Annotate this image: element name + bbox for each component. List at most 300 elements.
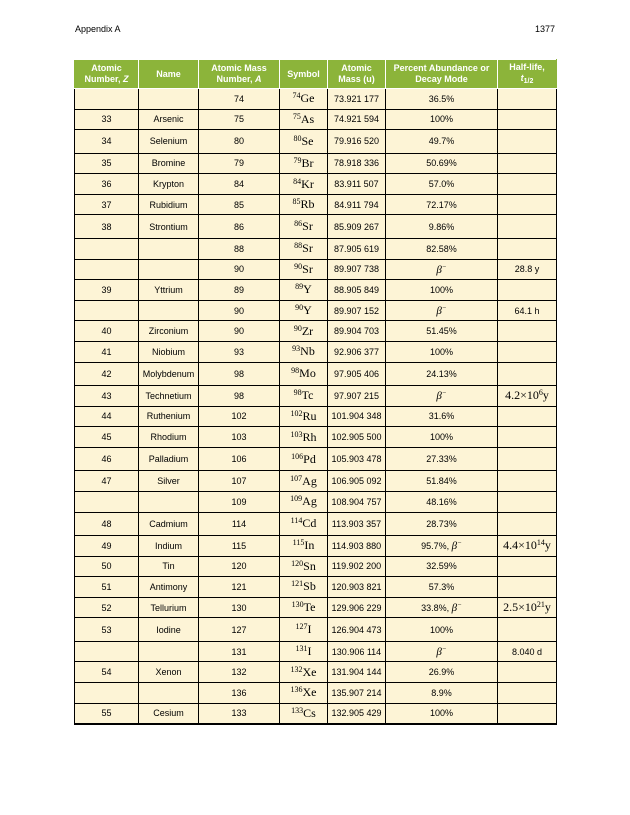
table-row xyxy=(75,512,557,536)
abundance-value: 100% xyxy=(429,114,454,125)
cell-atomic-number xyxy=(75,641,139,662)
cell-abundance xyxy=(386,447,498,471)
cell-name: Technetium xyxy=(139,386,199,407)
abundance-value: 100% xyxy=(429,624,454,635)
table-row xyxy=(75,341,557,362)
cell-mass-number: 86 xyxy=(199,215,280,239)
element-symbol: I xyxy=(307,622,312,637)
cell-abundance xyxy=(386,471,498,492)
cell-atomic-mass: 97.905 406 xyxy=(328,362,386,386)
isotope-symbol xyxy=(290,430,316,444)
table-row xyxy=(75,471,557,492)
cell-half-life xyxy=(498,597,557,618)
cell-mass-number: 102 xyxy=(199,406,280,427)
cell-atomic-number: 51 xyxy=(75,577,139,598)
cell-abundance xyxy=(386,215,498,239)
cell-atomic-number: 38 xyxy=(75,215,139,239)
abundance-value: 100% xyxy=(429,346,454,357)
cell-abundance xyxy=(386,362,498,386)
table-row xyxy=(75,556,557,577)
isotope-mass-number: 79 xyxy=(293,155,302,165)
table-row xyxy=(75,427,557,448)
cell-abundance xyxy=(386,109,498,130)
cell-mass-number: 90 xyxy=(199,300,280,321)
cell-symbol xyxy=(280,447,328,471)
cell-mass-number: 85 xyxy=(199,194,280,215)
element-symbol: Xe xyxy=(302,664,317,679)
element-symbol: Xe xyxy=(302,685,317,700)
times-sign: × xyxy=(520,388,527,403)
cell-half-life xyxy=(498,618,557,642)
cell-atomic-mass: 87.905 619 xyxy=(328,238,386,259)
cell-half-life xyxy=(498,662,557,683)
cell-half-life: 28.8 y xyxy=(498,259,557,280)
cell-atomic-number: 55 xyxy=(75,703,139,724)
cell-atomic-mass: 102.905 500 xyxy=(328,427,386,448)
cell-atomic-number: 49 xyxy=(75,536,139,557)
table-row xyxy=(75,109,557,130)
isotope-mass-number: 90 xyxy=(293,323,302,333)
beta-decay-mode: β xyxy=(451,540,458,553)
element-symbol: I xyxy=(307,644,312,659)
isotope-symbol xyxy=(294,156,314,170)
cell-half-life xyxy=(498,153,557,174)
isotope-symbol xyxy=(295,282,312,296)
cell-mass-number: 103 xyxy=(199,427,280,448)
element-symbol: Y xyxy=(303,303,312,318)
abundance-value: 72.17% xyxy=(426,199,457,210)
table-header-row xyxy=(75,60,557,89)
cell-abundance xyxy=(386,321,498,342)
cell-half-life xyxy=(498,238,557,259)
element-symbol: In xyxy=(304,538,315,553)
table-row xyxy=(75,597,557,618)
table-row xyxy=(75,215,557,239)
cell-symbol xyxy=(280,703,328,724)
table-row xyxy=(75,447,557,471)
cell-symbol xyxy=(280,130,328,154)
cell-abundance xyxy=(386,194,498,215)
cell-atomic-mass: 129.906 229 xyxy=(328,597,386,618)
cell-name: Molybdenum xyxy=(139,362,199,386)
cell-symbol xyxy=(280,259,328,280)
isotope-mass-number: 121 xyxy=(291,579,304,589)
beta-decay-mode: β xyxy=(451,602,458,615)
cell-mass-number: 121 xyxy=(199,577,280,598)
cell-mass-number: 84 xyxy=(199,174,280,195)
isotope-symbol xyxy=(294,388,314,402)
isotope-symbol xyxy=(291,579,316,593)
cell-atomic-number: 46 xyxy=(75,447,139,471)
cell-half-life xyxy=(498,556,557,577)
cell-symbol xyxy=(280,153,328,174)
element-symbol: Te xyxy=(303,600,316,615)
isotope-mass-number: 93 xyxy=(292,344,301,354)
cell-atomic-number: 44 xyxy=(75,406,139,427)
cell-atomic-number: 33 xyxy=(75,109,139,130)
isotope-mass-number: 106 xyxy=(291,451,304,461)
cell-mass-number: 79 xyxy=(199,153,280,174)
cell-atomic-mass: 108.904 757 xyxy=(328,491,386,512)
isotope-mass-number: 80 xyxy=(293,133,302,143)
cell-atomic-number: 54 xyxy=(75,662,139,683)
element-symbol: As xyxy=(300,111,315,126)
cell-abundance xyxy=(386,597,498,618)
base-ten: 10 xyxy=(524,538,537,553)
table-row xyxy=(75,683,557,704)
cell-symbol xyxy=(280,406,328,427)
isotope-symbol xyxy=(291,706,316,720)
cell-abundance xyxy=(386,238,498,259)
isotope-mass-number: 109 xyxy=(290,494,303,504)
abundance-value: 95.7%, xyxy=(421,541,450,552)
isotope-symbol xyxy=(291,366,316,380)
table-row xyxy=(75,641,557,662)
cell-mass-number: 98 xyxy=(199,362,280,386)
abundance-value: 49.7% xyxy=(428,136,455,147)
table-row xyxy=(75,577,557,598)
cell-symbol xyxy=(280,215,328,239)
cell-half-life xyxy=(498,174,557,195)
abundance-value: 57.0% xyxy=(428,179,455,190)
cell-atomic-number: 48 xyxy=(75,512,139,536)
cell-half-life xyxy=(498,341,557,362)
cell-mass-number: 80 xyxy=(199,130,280,154)
cell-atomic-mass: 106.905 092 xyxy=(328,471,386,492)
cell-name xyxy=(139,641,199,662)
element-symbol: Sb xyxy=(303,579,316,594)
isotope-mass-number: 127 xyxy=(295,622,308,632)
isotope-mass-number: 84 xyxy=(293,176,302,186)
isotope-mass-number: 114 xyxy=(290,516,303,526)
cell-abundance xyxy=(386,491,498,512)
running-head-section: Appendix A xyxy=(75,24,121,34)
cell-half-life xyxy=(498,512,557,536)
cell-name: Bromine xyxy=(139,153,199,174)
column-header-abundance: Percent Abundance or Decay Mode xyxy=(386,60,498,89)
cell-mass-number: 90 xyxy=(199,259,280,280)
running-head xyxy=(75,24,555,38)
cell-abundance xyxy=(386,577,498,598)
beta-minus-sign: − xyxy=(457,539,462,548)
abundance-value: 8.9% xyxy=(431,687,452,698)
cell-half-life xyxy=(498,89,557,110)
cell-half-life xyxy=(498,447,557,471)
half-life-exponent: 21 xyxy=(536,600,545,610)
cell-atomic-number xyxy=(75,259,139,280)
isotope-mass-number: 130 xyxy=(291,600,304,610)
element-symbol: Mo xyxy=(299,366,316,381)
cell-abundance xyxy=(386,153,498,174)
cell-symbol xyxy=(280,89,328,110)
cell-name xyxy=(139,238,199,259)
base-ten: 10 xyxy=(524,600,537,615)
isotope-symbol xyxy=(293,538,315,552)
cell-abundance xyxy=(386,556,498,577)
cell-atomic-mass: 120.903 821 xyxy=(328,577,386,598)
cell-symbol xyxy=(280,238,328,259)
isotope-symbol xyxy=(293,91,315,105)
beta-decay-mode: β xyxy=(436,305,442,318)
element-symbol: Zr xyxy=(301,323,314,338)
cell-name: Palladium xyxy=(139,447,199,471)
cell-half-life xyxy=(498,577,557,598)
cell-half-life xyxy=(498,194,557,215)
cell-mass-number: 115 xyxy=(199,536,280,557)
cell-atomic-mass: 85.909 267 xyxy=(328,215,386,239)
element-symbol: Rh xyxy=(302,429,317,444)
cell-name: Arsenic xyxy=(139,109,199,130)
abundance-value: 50.69% xyxy=(426,158,457,169)
cell-half-life xyxy=(498,683,557,704)
cell-symbol xyxy=(280,683,328,704)
cell-atomic-mass: 74.921 594 xyxy=(328,109,386,130)
half-life-mantissa: 4.2 xyxy=(505,388,521,403)
cell-atomic-number: 36 xyxy=(75,174,139,195)
cell-symbol xyxy=(280,577,328,598)
cell-atomic-number: 45 xyxy=(75,427,139,448)
cell-atomic-number xyxy=(75,89,139,110)
cell-mass-number: 120 xyxy=(199,556,280,577)
cell-symbol xyxy=(280,280,328,301)
base-ten: 10 xyxy=(526,388,539,403)
cell-mass-number: 75 xyxy=(199,109,280,130)
cell-atomic-mass: 83.911 507 xyxy=(328,174,386,195)
element-symbol: Y xyxy=(303,282,312,297)
cell-name: Niobium xyxy=(139,341,199,362)
isotope-mass-number: 136 xyxy=(290,685,303,695)
isotope-symbol xyxy=(294,324,313,338)
cell-name: Cadmium xyxy=(139,512,199,536)
cell-half-life xyxy=(498,130,557,154)
isotope-mass-number: 75 xyxy=(292,111,301,121)
isotope-symbol xyxy=(292,600,316,614)
isotope-mass-number: 102 xyxy=(290,408,303,418)
cell-atomic-number: 52 xyxy=(75,597,139,618)
cell-symbol xyxy=(280,641,328,662)
page-number: 1377 xyxy=(534,24,555,34)
isotope-mass-number: 120 xyxy=(291,558,304,568)
cell-atomic-number: 35 xyxy=(75,153,139,174)
element-symbol: Br xyxy=(301,155,314,170)
abundance-value: 9.86% xyxy=(428,221,455,232)
cell-symbol xyxy=(280,512,328,536)
element-symbol: Sr xyxy=(302,219,313,234)
abundance-value: 82.58% xyxy=(426,243,457,254)
cell-half-life xyxy=(498,280,557,301)
cell-symbol xyxy=(280,321,328,342)
abundance-value: 36.5% xyxy=(428,93,455,104)
cell-abundance xyxy=(386,703,498,724)
cell-abundance xyxy=(386,386,498,407)
cell-atomic-number: 34 xyxy=(75,130,139,154)
cell-atomic-mass: 84.911 794 xyxy=(328,194,386,215)
isotope-symbol xyxy=(293,177,314,191)
times-sign: × xyxy=(518,538,525,553)
element-symbol: Tc xyxy=(301,388,314,403)
column-header-half-life: Half-life, $t_{1/2}$ xyxy=(498,60,557,89)
isotope-mass-number: 133 xyxy=(291,705,304,715)
cell-half-life xyxy=(498,427,557,448)
cell-atomic-number: 47 xyxy=(75,471,139,492)
cell-name xyxy=(139,89,199,110)
cell-atomic-number: 50 xyxy=(75,556,139,577)
half-life-exponent: 6 xyxy=(538,388,543,398)
cell-mass-number: 133 xyxy=(199,703,280,724)
cell-name: Yttrium xyxy=(139,280,199,301)
cell-atomic-number: 41 xyxy=(75,341,139,362)
table-row xyxy=(75,259,557,280)
cell-atomic-number xyxy=(75,238,139,259)
beta-minus-sign: − xyxy=(457,601,462,610)
element-symbol: Sn xyxy=(303,558,316,573)
times-sign: × xyxy=(518,600,525,615)
abundance-value: 28.73% xyxy=(426,518,457,529)
isotope-symbol xyxy=(291,665,317,679)
cell-symbol xyxy=(280,556,328,577)
abundance-value: 100% xyxy=(429,708,454,719)
column-header-mass-number: Atomic Mass Number, A xyxy=(199,60,280,89)
cell-atomic-mass: 113.903 357 xyxy=(328,512,386,536)
abundance-value: 27.33% xyxy=(426,454,457,465)
table-body xyxy=(75,89,557,725)
isotope-mass-number: 90 xyxy=(295,303,304,313)
cell-symbol xyxy=(280,109,328,130)
cell-abundance xyxy=(386,406,498,427)
half-life-exponent: 14 xyxy=(536,538,545,548)
table-row xyxy=(75,662,557,683)
cell-name xyxy=(139,683,199,704)
abundance-value: 100% xyxy=(429,284,454,295)
cell-mass-number: 109 xyxy=(199,491,280,512)
cell-symbol xyxy=(280,194,328,215)
cell-atomic-mass: 73.921 177 xyxy=(328,89,386,110)
cell-abundance xyxy=(386,512,498,536)
table-row xyxy=(75,194,557,215)
cell-abundance xyxy=(386,683,498,704)
cell-name: Rhodium xyxy=(139,427,199,448)
column-header-atomic-mass: Atomic Mass (u) xyxy=(328,60,386,89)
cell-symbol xyxy=(280,427,328,448)
element-symbol: Sr xyxy=(302,261,313,276)
column-header-atomic-number: Atomic Number, Z xyxy=(75,60,139,89)
table-row xyxy=(75,386,557,407)
table-row xyxy=(75,300,557,321)
element-symbol: Nb xyxy=(300,344,315,359)
element-symbol: Sr xyxy=(302,241,313,256)
cell-atomic-number: 53 xyxy=(75,618,139,642)
beta-decay-mode: β xyxy=(436,263,442,276)
cell-abundance xyxy=(386,300,498,321)
half-life-unit: y xyxy=(544,600,551,615)
cell-symbol xyxy=(280,536,328,557)
element-symbol: Cd xyxy=(302,516,317,531)
cell-half-life xyxy=(498,109,557,130)
cell-mass-number: 93 xyxy=(199,341,280,362)
table-row xyxy=(75,280,557,301)
cell-atomic-mass: 97.907 215 xyxy=(328,386,386,407)
cell-atomic-mass: 89.907 738 xyxy=(328,259,386,280)
isotope-symbol xyxy=(290,494,317,508)
cell-half-life xyxy=(498,471,557,492)
cell-half-life: 64.1 h xyxy=(498,300,557,321)
table-row xyxy=(75,321,557,342)
cell-atomic-mass: 135.907 214 xyxy=(328,683,386,704)
cell-atomic-mass: 119.902 200 xyxy=(328,556,386,577)
cell-atomic-number xyxy=(75,300,139,321)
half-life-mantissa: 4.4 xyxy=(503,538,519,553)
element-symbol: Pd xyxy=(303,451,316,466)
cell-name: Tellurium xyxy=(139,597,199,618)
isotope-mass-number: 90 xyxy=(294,261,303,271)
cell-symbol xyxy=(280,362,328,386)
cell-name: Strontium xyxy=(139,215,199,239)
table-row xyxy=(75,362,557,386)
cell-mass-number: 132 xyxy=(199,662,280,683)
isotope-symbol xyxy=(296,622,312,636)
cell-half-life: 8.040 d xyxy=(498,641,557,662)
cell-half-life xyxy=(498,215,557,239)
cell-abundance xyxy=(386,174,498,195)
abundance-value: 26.9% xyxy=(428,667,455,678)
element-symbol: Rb xyxy=(300,197,315,212)
cell-abundance xyxy=(386,641,498,662)
abundance-value: 33.8%, xyxy=(421,603,450,614)
abundance-value: 57.3% xyxy=(428,581,455,592)
table-row xyxy=(75,130,557,154)
cell-symbol xyxy=(280,662,328,683)
half-life-unit: y xyxy=(542,388,549,403)
table-row xyxy=(75,153,557,174)
abundance-value: 100% xyxy=(429,432,454,443)
cell-mass-number: 114 xyxy=(199,512,280,536)
isotope-symbol xyxy=(295,303,312,317)
cell-mass-number: 127 xyxy=(199,618,280,642)
cell-atomic-mass: 88.905 849 xyxy=(328,280,386,301)
beta-minus-sign: − xyxy=(441,645,447,654)
cell-atomic-number: 42 xyxy=(75,362,139,386)
isotope-mass-number: 131 xyxy=(295,644,308,654)
cell-atomic-mass: 114.903 880 xyxy=(328,536,386,557)
cell-symbol xyxy=(280,597,328,618)
isotope-symbol xyxy=(296,644,312,658)
element-symbol: Cs xyxy=(303,705,316,720)
cell-atomic-mass: 132.905 429 xyxy=(328,703,386,724)
isotope-mass-number: 98 xyxy=(291,366,300,376)
element-symbol: Ag xyxy=(302,494,317,509)
cell-atomic-mass: 131.904 144 xyxy=(328,662,386,683)
cell-atomic-mass: 89.904 703 xyxy=(328,321,386,342)
cell-symbol xyxy=(280,341,328,362)
cell-atomic-mass: 92.906 377 xyxy=(328,341,386,362)
cell-half-life xyxy=(498,703,557,724)
abundance-value: 31.6% xyxy=(428,411,455,422)
isotope-mass-number: 89 xyxy=(295,282,304,292)
abundance-value: 48.16% xyxy=(426,496,457,507)
isotope-symbol xyxy=(291,516,317,530)
cell-name xyxy=(139,491,199,512)
isotope-symbol xyxy=(293,112,314,126)
half-life-unit: y xyxy=(544,538,551,553)
abundance-value: 32.59% xyxy=(426,561,457,572)
cell-name: Xenon xyxy=(139,662,199,683)
element-symbol: Ru xyxy=(302,408,317,423)
beta-decay-mode: β xyxy=(436,646,442,659)
half-life-mantissa: 2.5 xyxy=(503,600,519,615)
cell-half-life xyxy=(498,536,557,557)
table-row xyxy=(75,618,557,642)
cell-abundance xyxy=(386,89,498,110)
